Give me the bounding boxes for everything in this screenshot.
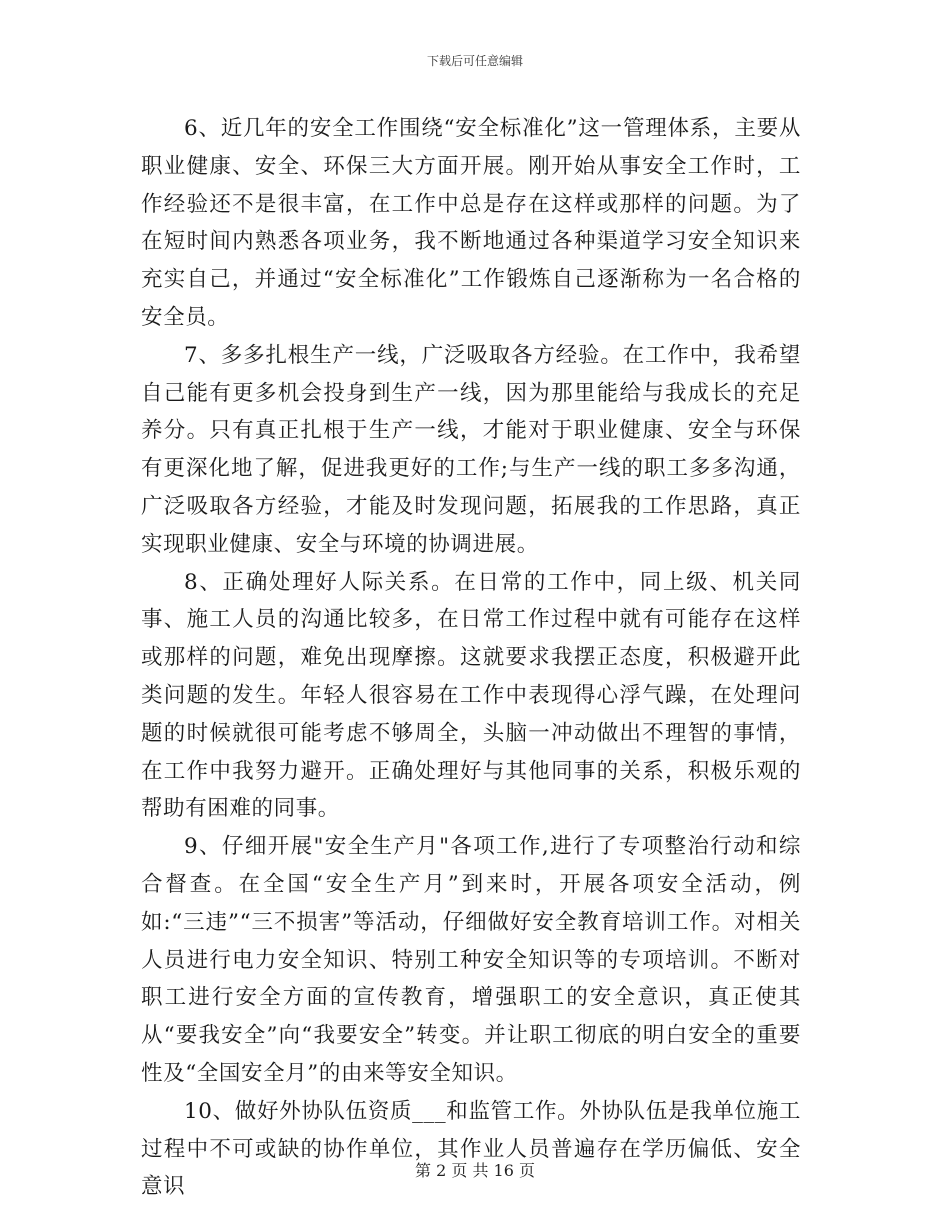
paragraph-7: 7、多多扎根生产一线，广泛吸取各方经验。在工作中，我希望自己能有更多机会投身到生产一线，因为那里能给与我成长的充足养分。只有真正扎根于生产一线，才能对于职业健康、安全与环保有更深化地了解，促进我更好的工作;与生产一线的职工多多沟通，广泛吸取各方经验，才能及时发现问题，拓展我的工作思路，真正实现职业健康、安全与环境的协调进展。 bbox=[141, 342, 801, 557]
paragraph-8: 8、正确处理好人际关系。在日常的工作中，同上级、机关同事、施工人员的沟通比较多，在日常工作过程中就有可能存在这样或那样的问题，难免出现摩擦。这就要求我摆正态度，积极避开此类问题的发生。年轻人很容易在工作中表现得心浮气躁，在处理问题的时候就很可能考虑不够周全，头脑一冲动做出不理智的事情，在工作中我努力避开。正确处理好与其他同事的关系，积极乐观的帮助有困难的同事。 bbox=[141, 569, 801, 822]
page-footer: 第 2 页 共 16 页 bbox=[415, 1161, 535, 1180]
paragraph-6: 6、近几年的安全工作围绕“安全标准化”这一管理体系，主要从职业健康、安全、环保三大方面开展。刚开始从事安全工作时，工作经验还不是很丰富，在工作中总是存在这样或那样的问题。为了在短时间内熟悉各项业务，我不断地通过各种渠道学习安全知识来充实自己，并通过“安全标准化”工作锻炼自己逐渐称为一名合格的安全员。 bbox=[141, 116, 801, 330]
paragraph-9: 9、仔细开展"安全生产月"各项工作,进行了专项整治行动和综合督查。在全国“安全生产月”到来时，开展各项安全活动，例如:“三违”“三不损害”等活动，仔细做好安全教育培训工作。对相关人员进行电力安全知识、特别工种安全知识等的专项培训。不断对职工进行安全方面的宣传教育，增强职工的安全意识，真正使其从“要我安全”向“我要安全”转变。并让职工彻底的明白安全的重要性及“全国安全月”的由来等安全知识。 bbox=[141, 834, 801, 1086]
paragraph-10: 10、做好外协队伍资质___和监管工作。外协队伍是我单位施工过程中不可或缺的协作单位，其作业人员普遍存在学历偏低、安全意识 bbox=[141, 1098, 801, 1200]
document-body bbox=[141, 110, 801, 1206]
page-header: 下载后可任意编辑 bbox=[426, 54, 523, 68]
